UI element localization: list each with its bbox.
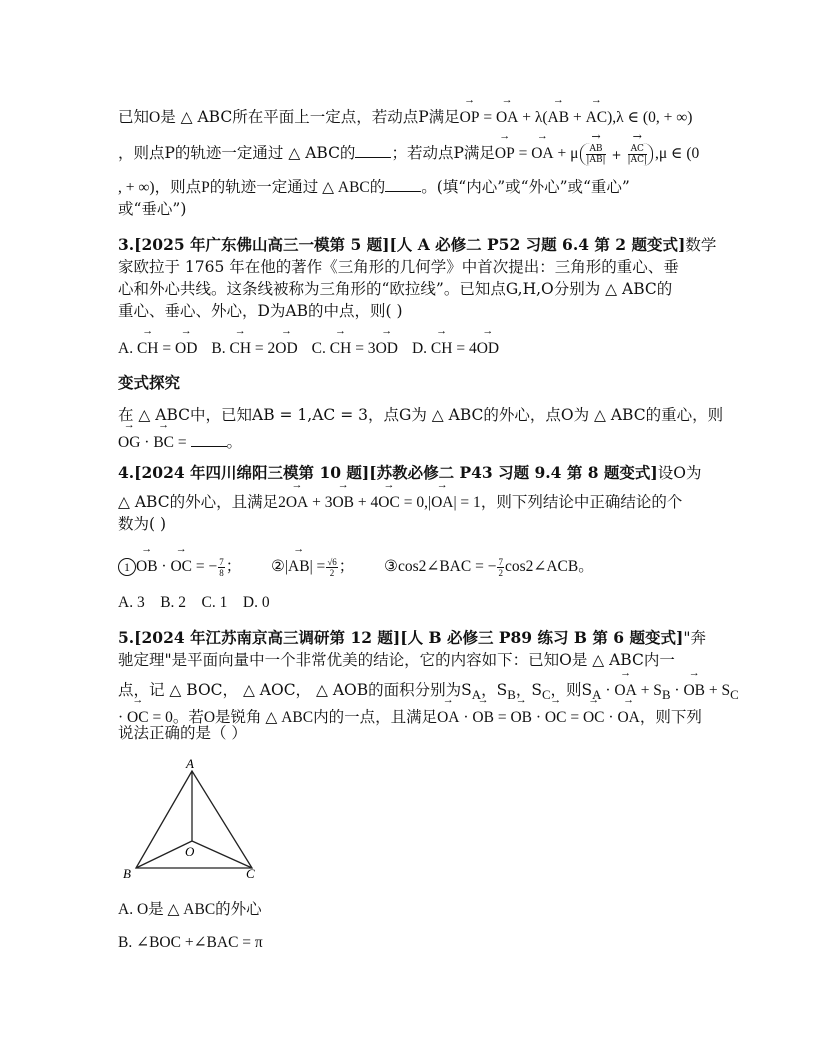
option-a: A. → CH = → OD [118,340,197,357]
question-header: 5.[2024 年江苏南京高三调研第 12 题][人 B 必修三 P89 练习 B 第 6 题变式] [118,628,684,647]
label-a: A [186,756,194,771]
text: 数学 [685,236,717,254]
text: cos2∠ACB。 [504,558,594,575]
q3-line-3 [118,278,672,300]
vector-symbol: → CH [431,338,453,360]
text: ； [225,558,242,575]
q5-line-2 [118,649,675,671]
vector-symbol: → CH [137,338,159,360]
vector-symbol: → AB [288,556,310,578]
vector-expression: → OG · → BC = [118,434,191,451]
option-b: B. ∠BOC +∠BAC = π [118,934,263,951]
text: 已知 [118,108,150,126]
text: 或“垂心”) [118,200,187,218]
vector-symbol: → OP [495,143,515,165]
subscript: C [730,687,739,703]
vector-symbol: → OD [376,338,398,360]
vector-symbol: → OA [496,107,518,129]
text: ，则点P的轨迹一定通过 △ ABC的 [118,144,356,162]
text: ，则下列 [639,708,702,726]
frac-denominator: |AC| [627,155,647,165]
frac-denominator: 8 [219,567,224,578]
option-d: D. → CH = 4→ OD [412,340,499,357]
variant-line-2 [118,432,242,454]
label-o: O [185,844,195,859]
vector-symbol: → OC [378,492,400,514]
vector-symbol: → OD [477,338,499,360]
text: ，S [481,681,508,699]
question-header: 3.[2025 年广东佛山高三一模第 5 题][人 A 必修二 P52 习题 6.4 第 2 题变式] [118,235,686,254]
text: 。 [226,434,243,451]
frac-numerator: → AB [586,144,605,155]
vector-equation-2: → OP = → OA + μ [495,145,579,162]
section-title: 变式探究 [118,373,181,392]
q4-line-2 [118,491,682,514]
statement-2: |→ AB| = [285,558,325,575]
answer-blank-2[interactable] [385,177,421,192]
vector-symbol: → OC [170,556,192,578]
q3-options [118,338,513,360]
q4-options [118,592,270,614]
text: ； [338,558,355,575]
vector-symbol: → AC [586,107,608,129]
text: 驰定理"是平面向量中一个非常优美的结论，它的内容如下：已知O是 △ ABC内一 [118,651,675,669]
text: 设O为 [657,464,702,482]
variant-line-1 [118,404,723,426]
q2-line-1 [118,106,692,129]
q3-line-4 [118,300,403,322]
label-c: C [246,866,255,881]
statement-number-1: 1 [118,558,136,576]
option-a: A. O是 △ ABC的外心 [118,901,262,918]
frac-denominator: |AB| [586,155,606,165]
vector-symbol: → OA [617,707,639,729]
vector-term: · → OB + S [671,682,731,699]
statement-3: cos2∠BAC = − [397,558,497,575]
question-header: 4.[2024 年四川绵阳三模第 10 题][苏教必修二 P43 习题 9.4 第 8 题变式] [118,463,658,482]
q5-option-a [118,899,262,921]
q4-statements [118,556,594,578]
statement-number-2: ② [271,558,285,575]
q2-line-4 [118,198,186,220]
unit-vector-sum: → $\frac{AB}{|AB|}$ + → $\frac{AC}{|AC|}$ [580,143,653,166]
text: △ ABC的外心，且满足 [118,493,279,511]
options-row: A. 3 B. 2 C. 1 D. 0 [118,594,270,611]
option-b: B. → CH = 2→ OD [211,340,297,357]
q3-line-1 [118,234,716,256]
text: 是 △ ABC所在平面上一定点，若动点P满足 [160,108,460,126]
q2-line-3 [118,176,630,199]
text: ，S [515,681,542,699]
text: 在 △ ABC中，已知AB = 1,AC = 3，点G为 △ ABC的外心，点O为 △ ABC的重心，则 [118,406,724,424]
vector-symbol: → OA [286,492,308,514]
frac-numerator: 7 [219,556,224,567]
vector-symbol: → OA [531,143,553,165]
vector-symbol: → OA [614,680,636,702]
vector-symbol: → OG [118,432,140,454]
subscript: A [471,687,482,703]
text: 点，记 △ BOC， △ AOC， △ AOB的面积分别为S [118,681,472,699]
vector-term: · → OA + S [602,682,662,699]
q4-line-3 [118,513,166,535]
frac-numerator: 7 [498,556,503,567]
vector-condition: → OA · → OB = → OB · → OC = → OC · → OA [437,709,640,726]
q2-line-2 [118,142,699,166]
text: , + ∞)，则点P的轨迹一定通过 △ ABC的 [118,179,386,196]
vector-symbol: → OB [472,707,494,729]
text: "奔 [683,629,706,647]
subscript: B [507,687,516,703]
vector-symbol: → OA [437,707,459,729]
text: ，则下列结论中正确结论的个 [480,493,683,511]
triangle-figure [118,756,268,886]
vector-symbol: → OB [510,707,532,729]
vector-symbol: → AB [548,107,570,129]
statement-number-3: ③ [384,558,398,575]
subscript: A [592,687,602,703]
vector-symbol: → CH [330,338,352,360]
q5-line-1 [118,627,706,649]
q5-line-5 [118,722,247,744]
text: ，则S [550,681,593,699]
text: 家欧拉于 1765 年在他的著作《三角形的几何学》中首次提出：三角形的重心、垂 [118,258,679,276]
text: 重心、垂心、外心，D为AB的中点，则( ) [118,302,403,320]
vector-symbol: → OD [275,338,297,360]
options-row [118,340,513,357]
vector-symbol: → OC [545,707,567,729]
vector-symbol: → OB [332,492,354,514]
text: ；若动点P满足 [391,144,495,162]
vector-term: · → OC = 0。若O是锐角 △ ABC内的一点，且满足 [118,709,437,726]
vector-symbol: → OD [175,338,197,360]
frac-denominator: 2 [329,567,335,578]
variant-title [118,372,180,394]
label-b: B [123,866,131,881]
text: 数为( ) [118,515,167,533]
answer-blank-3[interactable] [191,432,227,447]
statement-1: → OB · → OC = − [136,558,217,575]
option-c: C. → CH = 3→ OD [312,340,398,357]
vector-symbol: → OB [683,680,705,702]
text: 说法正确的是（ ） [118,724,247,742]
subscript: B [661,687,671,703]
q5-line-3 [118,679,739,706]
frac-numerator: → AC [628,144,647,155]
frac-numerator: √6 [327,556,337,567]
q4-line-1 [118,462,702,484]
vector-symbol: → BC [153,432,174,454]
frac-denominator: 2 [498,567,503,578]
text: 。(填“内心”或“外心”或“重心” [421,178,630,196]
text: 心和外心共线。这条线被称为三角形的“欧拉线”。已知点G,H,O分别为 △ ABC的 [118,280,673,298]
vector-symbol: → OP [460,107,480,129]
point-o: O [149,109,161,126]
vector-symbol: → CH [229,338,251,360]
text: ,μ ∈ (0 [654,145,700,162]
vector-equation-1: → OP = → OA + λ(→ AB + → AC),λ ∈ (0, + ∞) [460,109,693,126]
q3-line-2 [118,256,679,278]
vector-symbol: → OB [136,556,158,578]
vector-symbol: → OC [127,707,149,729]
q5-option-b [118,932,263,954]
vector-condition: 2→ OA + 3→ OB + 4→ OC = 0,|→ OA| = 1 [278,494,481,511]
answer-blank-1[interactable] [355,143,391,158]
vector-symbol: → OA [431,492,453,514]
subscript: C [541,687,551,703]
vector-symbol: → OC [583,707,605,729]
